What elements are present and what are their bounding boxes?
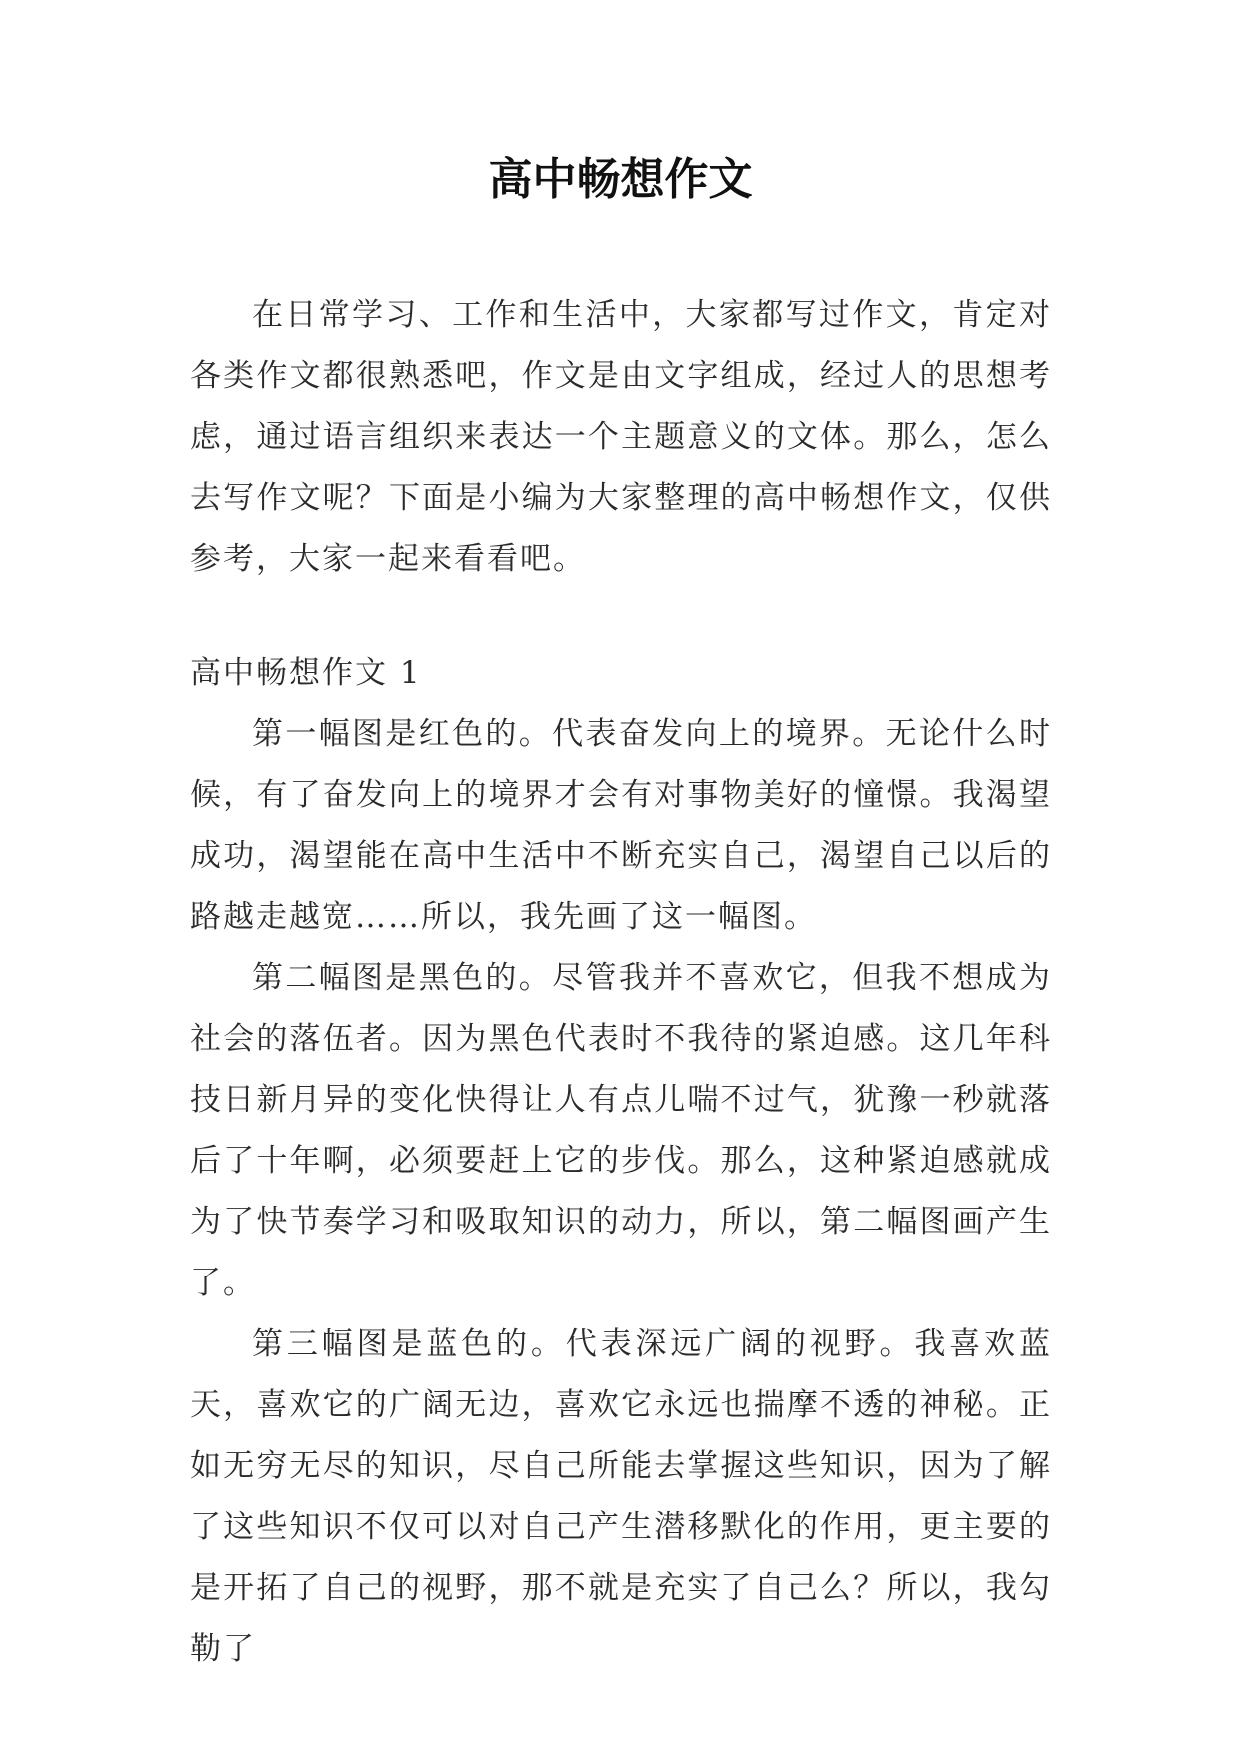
body-paragraph-1: 第一幅图是红色的。代表奋发向上的境界。无论什么时候，有了奋发向上的境界才会有对事物美好的憧憬。我渴望成功，渴望能在高中生活中不断充实自己，渴望自己以后的路越走越宽……所以，我先画了这一幅图。 [190, 716, 1052, 935]
body-paragraph-2: 第二幅图是黑色的。尽管我并不喜欢它，但我不想成为社会的落伍者。因为黑色代表时不我待的紧迫感。这几年科技日新月异的变化快得让人有点儿喘不过气，犹豫一秒就落后了十年啊，必须要赶上它的步伐。那么，这种紧迫感就成为了快节奏学习和吸取知识的动力，所以，第二幅图画产生了。 [190, 960, 1052, 1301]
section-heading: 高中畅想作文 1 [190, 655, 422, 691]
intro-block [190, 285, 1052, 590]
page-title: 高中畅想作文 [488, 154, 753, 205]
body-paragraph-3: 第三幅图是蓝色的。代表深远广阔的视野。我喜欢蓝天，喜欢它的广阔无边，喜欢它永远也揣摩不透的神秘。正如无穷无尽的知识，尽自己所能去掌握这些知识，因为了解了这些知识不仅可以对自己产生潜移默化的作用，更主要的是开拓了自己的视野，那不就是充实了自己么？所以，我勾勒了 [190, 1326, 1052, 1667]
essay-section [190, 643, 1052, 1680]
intro-paragraph: 在日常学习、工作和生活中，大家都写过作文，肯定对各类作文都很熟悉吧，作文是由文字组成，经过人的思想考虑，通过语言组织来表达一个主题意义的文体。那么，怎么去写作文呢？下面是小编为大家整理的高中畅想作文，仅供参考，大家一起来看看吧。 [190, 297, 1052, 577]
